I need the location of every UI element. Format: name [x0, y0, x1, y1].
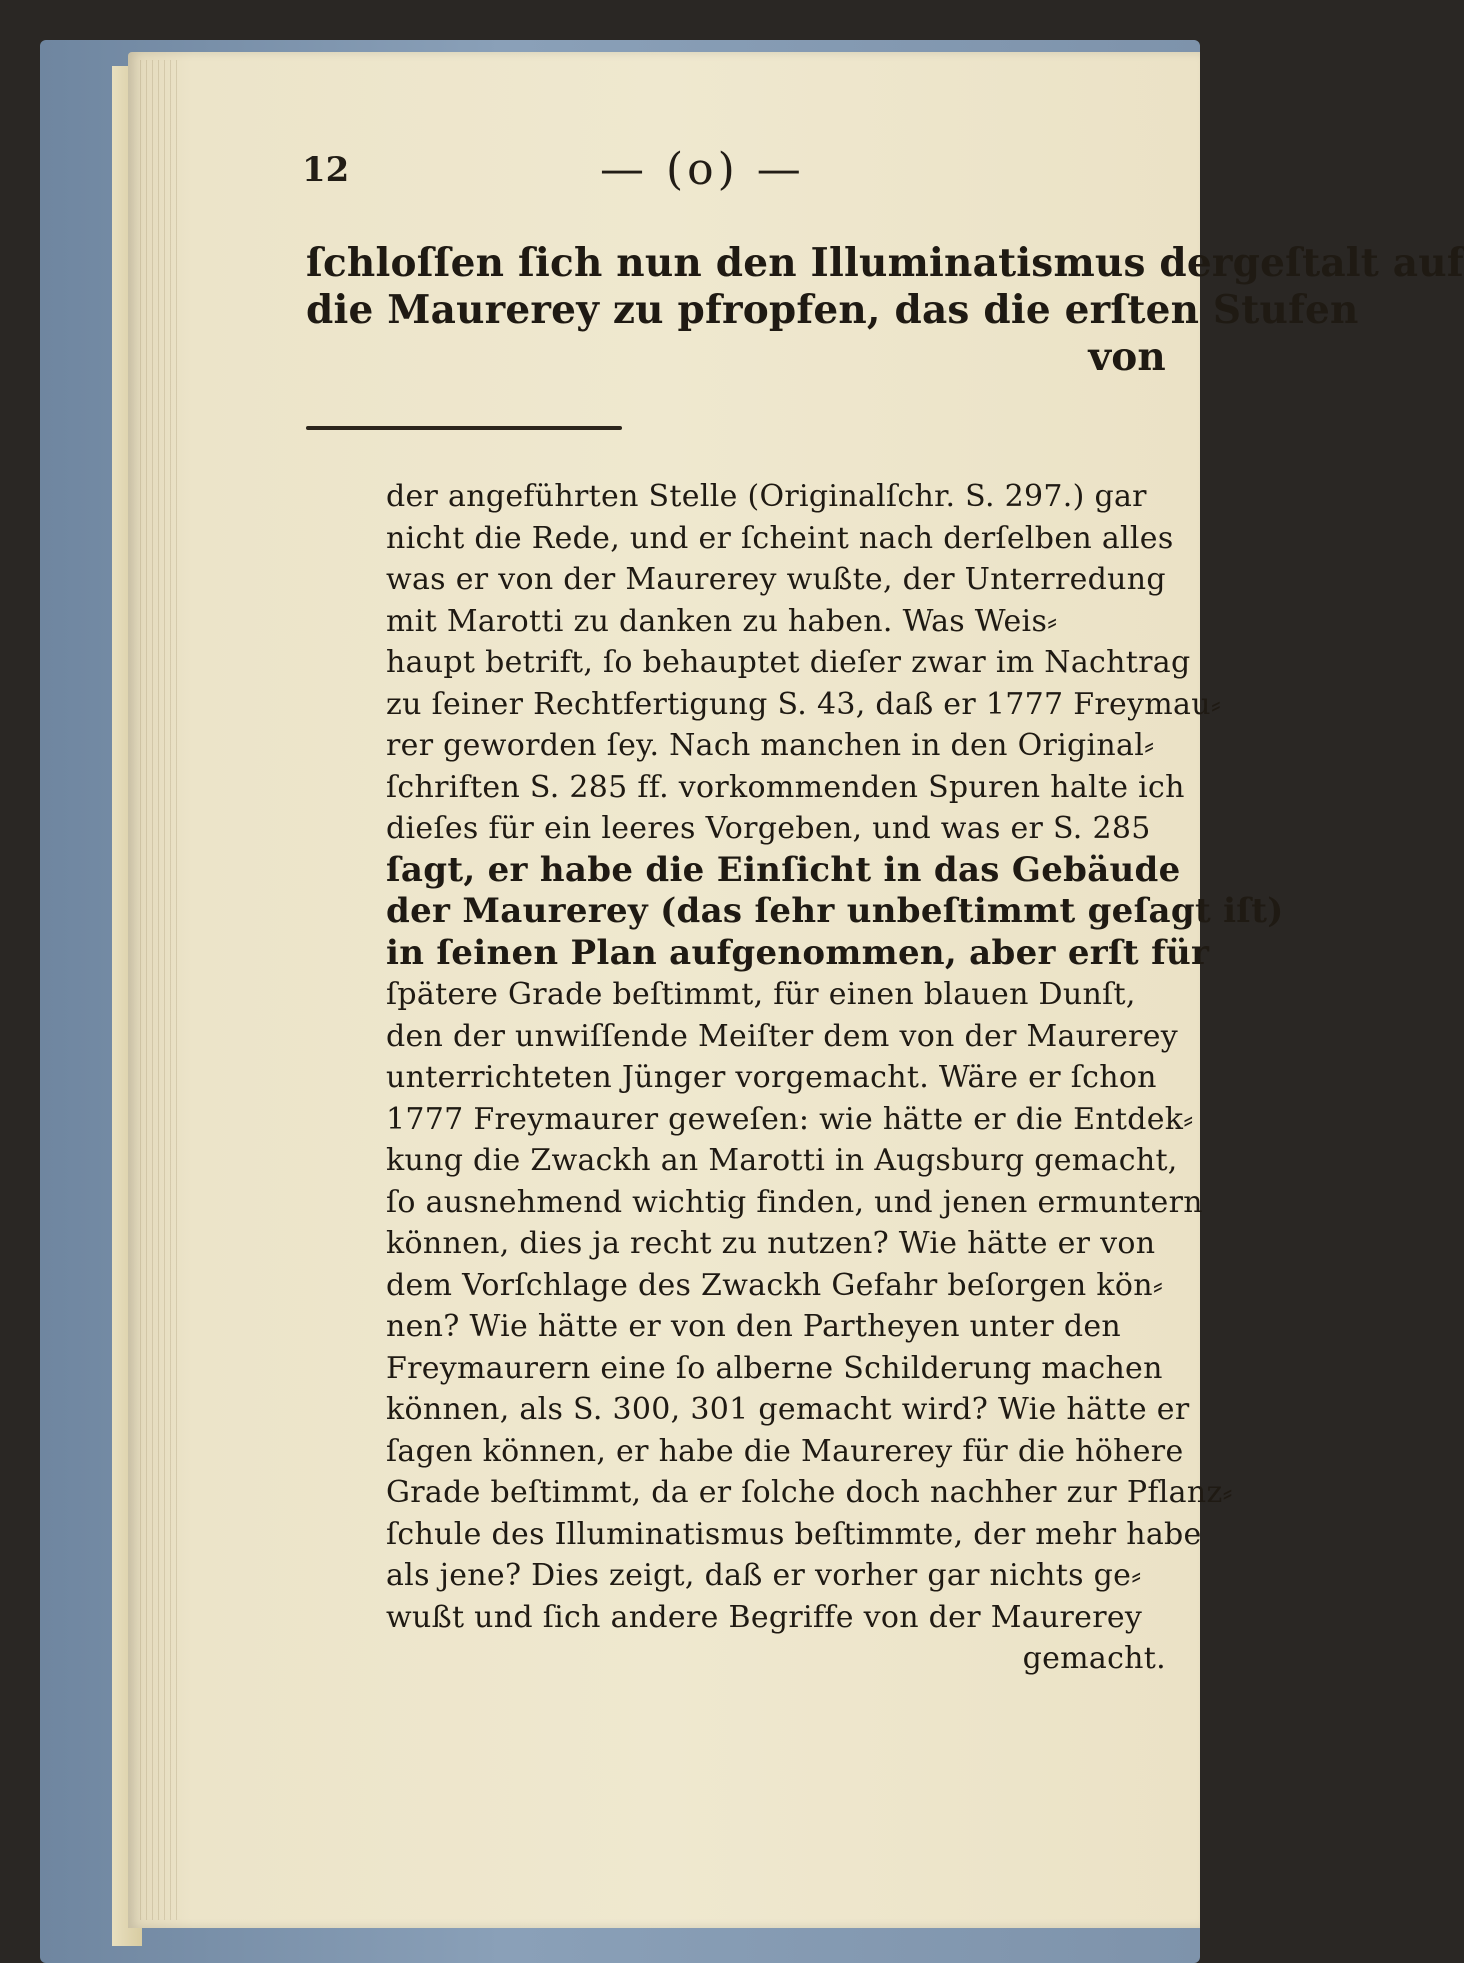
footnote-line: 1777 Freymaurer geweſen: wie hätte er die Entdek⸗	[386, 1101, 1194, 1137]
page-stack-edges	[140, 60, 180, 1920]
footnote-line: in ſeinen Plan aufgenommen, aber erſt für	[386, 932, 1210, 973]
footnote-line: kung die Zwackh an Marotti in Augsburg gemacht,	[386, 1143, 1178, 1178]
main-text-line: die Maurerey zu pfropfen, das die erſten Stufen	[306, 287, 1359, 333]
footnote-rule	[306, 426, 622, 430]
footnote-line: zu ſeiner Rechtfertigung S. 43, daß er 1777 Freymau⸗	[386, 686, 1222, 722]
footnote	[386, 476, 1284, 1680]
footnote-line: dem Vorſchlage des Zwackh Gefahr beſorgen kön⸗	[386, 1267, 1164, 1303]
footnote-line: können, dies ja recht zu nutzen? Wie hätte er von	[386, 1226, 1156, 1261]
footnote-line: nicht die Rede, und er ſcheint nach derſelben alles	[386, 520, 1174, 556]
main-text	[306, 240, 1464, 381]
footnote-line: ſagt, er habe die Einſicht in das Gebäude	[386, 849, 1181, 890]
footnote-line: haupt betrift, ſo behauptet dieſer zwar im Nachtrag	[386, 645, 1191, 680]
footnote-line: ſagen können, er habe die Maurerey für die höhere	[386, 1433, 1184, 1469]
footnote-line: dieſes für ein leeres Vorgeben, und was er S. 285	[386, 811, 1151, 846]
footnote-line: der Maurerey (das ſehr unbeſtimmt geſagt iſt)	[386, 891, 1284, 931]
footnote-line: der angeführten Stelle (Originalſchr. S. 297.) gar	[386, 479, 1147, 514]
page-header	[0, 144, 1200, 210]
footnote-line: nen? Wie hätte er von den Parthеyen unter den	[386, 1309, 1121, 1344]
footnote-line: den der unwiſſende Meiſter dem von der Maurerey	[386, 1018, 1179, 1054]
footnote-line: rer geworden ſey. Nach manchen in den Original⸗	[386, 728, 1155, 763]
footnote-line: gemacht.	[1022, 1641, 1166, 1676]
footnote-line: was er von der Maurerey wußte, der Unterredung	[386, 562, 1166, 597]
page-number: 12	[302, 150, 350, 190]
footnote-line: ſchriften S. 285 ff. vorkommenden Spuren halte ich	[386, 769, 1185, 805]
footnote-line: mit Marotti zu danken zu haben. Was Weis⸗	[386, 603, 1058, 639]
main-text-line: ſchloſſen ſich nun den Illuminatismus dergeſtalt auf	[306, 240, 1464, 286]
footnote-line: ſchule des Illuminatismus beſtimmte, der mehr habe	[386, 1516, 1202, 1552]
footnote-line: ſo ausnehmend wichtig finden, und jenen ermuntern	[386, 1184, 1203, 1220]
footnote-line: wußt und ſich andere Begriffe von der Maurerey	[386, 1599, 1143, 1635]
running-head: — (o) —	[600, 144, 805, 195]
footnote-line: unterrichteten Jünger vorgemacht. Wäre er ſchon	[386, 1060, 1157, 1095]
footnote-line: Freymaurern eine ſo alberne Schilderung machen	[386, 1350, 1163, 1386]
catchword: von	[1088, 334, 1166, 380]
footnote-line: können, als S. 300, 301 gemacht wird? Wie hätte er	[386, 1392, 1190, 1427]
footnote-line: ſpätere Grade beſtimmt, für einen blauen Dunſt,	[386, 977, 1136, 1012]
footnote-line: als jene? Dies zeigt, daß er vorher gar nichts ge⸗	[386, 1558, 1142, 1593]
footnote-line: Grade beſtimmt, da er ſolche doch nachher zur Pflanz⸗	[386, 1475, 1233, 1510]
